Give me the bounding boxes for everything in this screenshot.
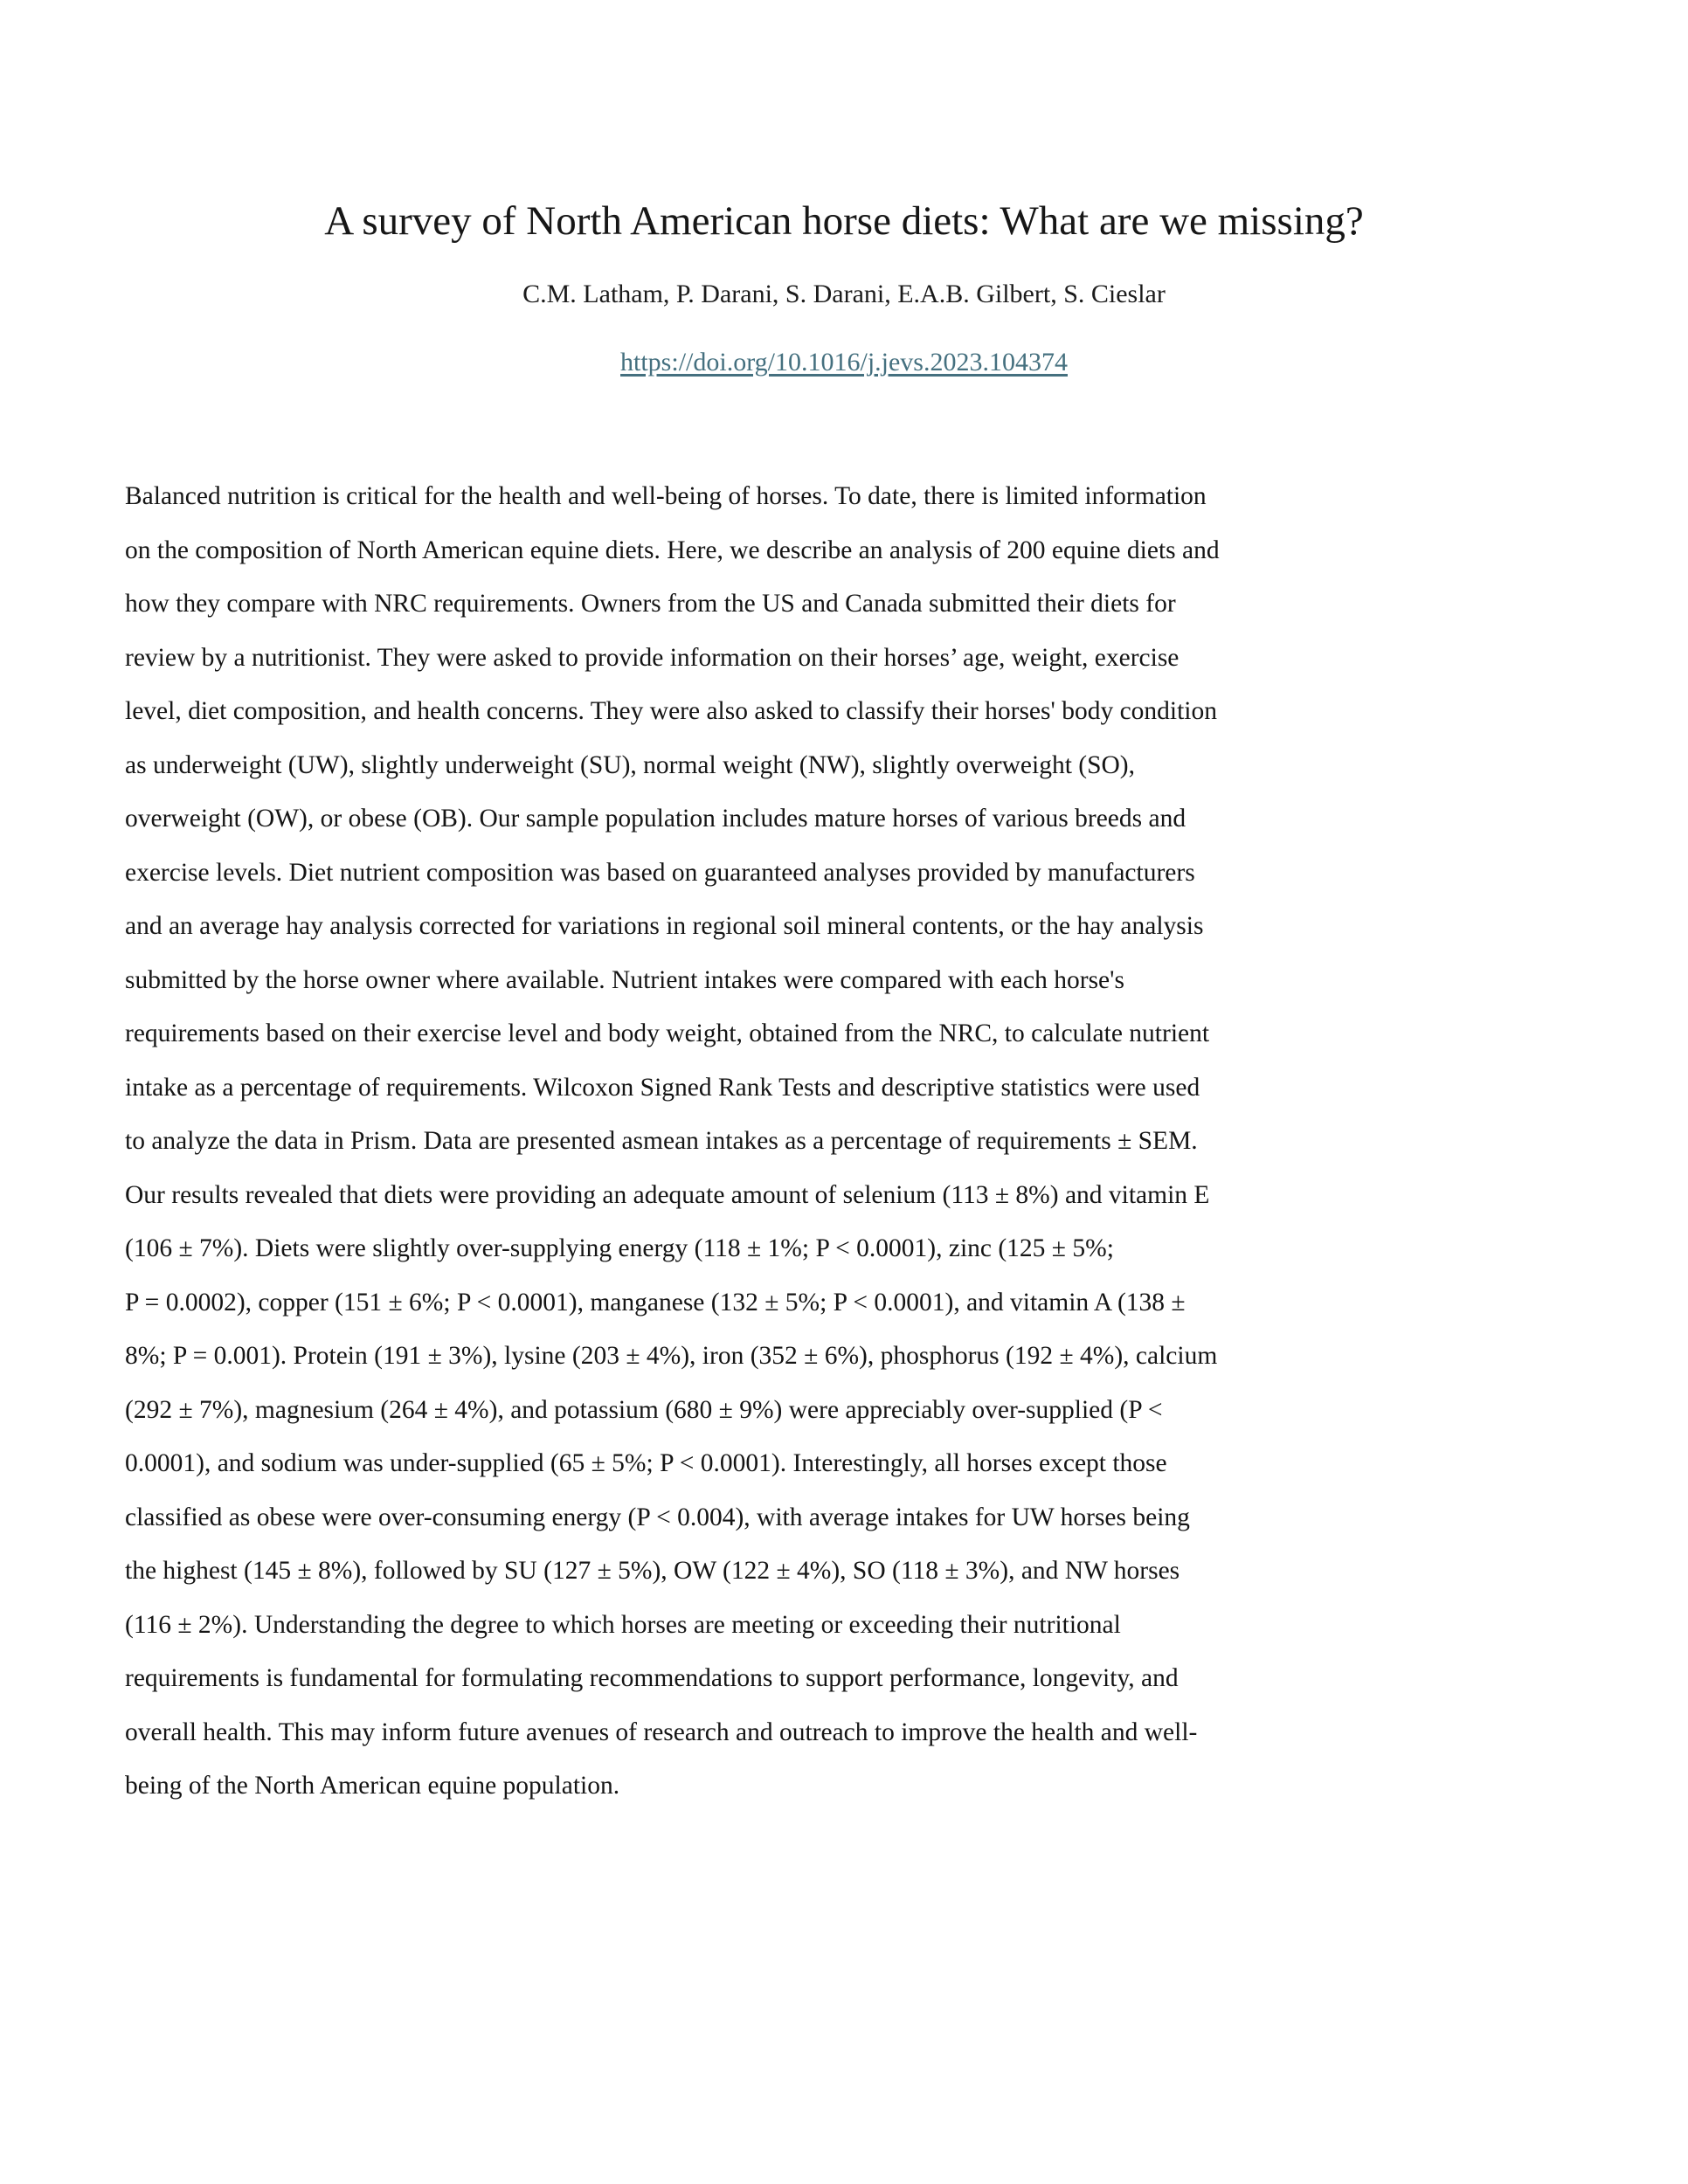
abstract-line: P = 0.0002), copper (151 ± 6%; P < 0.0001), manganese (132 ± 5%; P < 0.0001), and vitamin A (138 ± xyxy=(125,1288,1186,1317)
page-title: A survey of North American horse diets: What are we missing? xyxy=(324,198,1364,244)
abstract-line: Balanced nutrition is critical for the health and well-being of horses. To date, there is limited information xyxy=(125,482,1207,510)
abstract-line: and an average hay analysis corrected for variations in regional soil mineral contents, or the hay analysis xyxy=(125,912,1204,940)
abstract-line: level, diet composition, and health concerns. They were also asked to classify their horses' body condition xyxy=(125,697,1218,725)
abstract-line: intake as a percentage of requirements. Wilcoxon Signed Rank Tests and descriptive statistics were used xyxy=(125,1073,1200,1102)
abstract-line: (106 ± 7%). Diets were slightly over-supplying energy (118 ± 1%; P < 0.0001), zinc (125 ± 5%; xyxy=(125,1234,1114,1262)
abstract xyxy=(125,470,1571,1814)
doi-link[interactable]: https://doi.org/10.1016/j.jevs.2023.104374 xyxy=(620,348,1068,377)
abstract-line: review by a nutritionist. They were asked to provide information on their horses’ age, weight, exercise xyxy=(125,643,1180,672)
abstract-line: (292 ± 7%), magnesium (264 ± 4%), and potassium (680 ± 9%) were appreciably over-supplied (P < xyxy=(125,1395,1163,1424)
abstract-line: requirements is fundamental for formulating recommendations to support performance, longevity, and xyxy=(125,1664,1179,1692)
abstract-line: as underweight (UW), slightly underweight (SU), normal weight (NW), slightly overweight (SO), xyxy=(125,750,1136,779)
abstract-line: 8%; P = 0.001). Protein (191 ± 3%), lysine (203 ± 4%), iron (352 ± 6%), phosphorus (192 ± 4%), calcium xyxy=(125,1342,1218,1370)
abstract-line: classified as obese were over-consuming energy (P < 0.004), with average intakes for UW horses being xyxy=(125,1503,1190,1531)
abstract-line: requirements based on their exercise level and body weight, obtained from the NRC, to calculate nutrient xyxy=(125,1019,1210,1047)
abstract-line: being of the North American equine population. xyxy=(125,1772,620,1800)
abstract-line: overall health. This may inform future avenues of research and outreach to improve the health and well- xyxy=(125,1717,1198,1746)
abstract-line: 0.0001), and sodium was under-supplied (65 ± 5%; P < 0.0001). Interestingly, all horses except those xyxy=(125,1449,1167,1477)
abstract-line: the highest (145 ± 8%), followed by SU (127 ± 5%), OW (122 ± 4%), SO (118 ± 3%), and NW horses xyxy=(125,1557,1180,1585)
abstract-line: (116 ± 2%). Understanding the degree to which horses are meeting or exceeding their nutritional xyxy=(125,1610,1121,1639)
authors-line: C.M. Latham, P. Darani, S. Darani, E.A.B. Gilbert, S. Cieslar xyxy=(522,280,1166,308)
abstract-line: to analyze the data in Prism. Data are presented asmean intakes as a percentage of requirements ± SEM. xyxy=(125,1127,1198,1155)
abstract-line: how they compare with NRC requirements. Owners from the US and Canada submitted their diets for xyxy=(125,590,1176,618)
abstract-line: overweight (OW), or obese (OB). Our sample population includes mature horses of various breeds and xyxy=(125,805,1186,833)
abstract-line: exercise levels. Diet nutrient composition was based on guaranteed analyses provided by manufacturers xyxy=(125,858,1195,887)
abstract-line: submitted by the horse owner where available. Nutrient intakes were compared with each horse's xyxy=(125,965,1124,994)
abstract-line: Our results revealed that diets were providing an adequate amount of selenium (113 ± 8%) and vitamin E xyxy=(125,1180,1210,1209)
doi-row xyxy=(0,347,1688,378)
abstract-line: on the composition of North American equine diets. Here, we describe an analysis of 200 equine diets and xyxy=(125,536,1220,564)
